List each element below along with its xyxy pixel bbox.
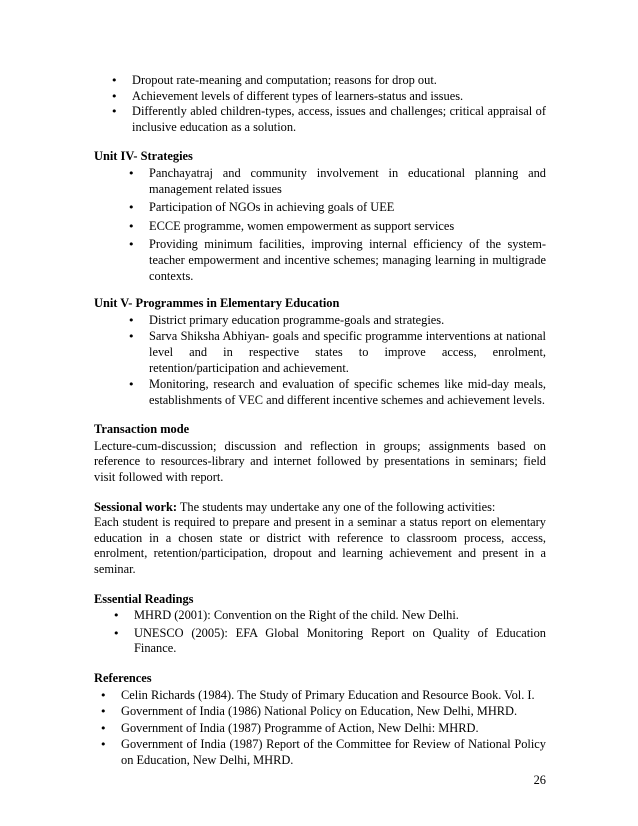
list-item: • ECCE programme, women empowerment as support services	[149, 219, 546, 235]
list-item: • UNESCO (2005): EFA Global Monitoring Report on Quality of Education Finance.	[134, 626, 546, 657]
sessional-work-lead	[94, 500, 546, 516]
list-item: • Government of India (1986) National Policy on Education, New Delhi, MHRD.	[121, 704, 546, 720]
sessional-work-label: Sessional work:	[94, 499, 177, 514]
references-list	[94, 688, 546, 769]
references-heading: References	[94, 671, 152, 685]
unit-4-bullet-list	[94, 166, 546, 284]
list-item: • Government of India (1987) Report of the Committee for Review of National Policy on Education, New Delhi, MHRD.	[121, 737, 546, 768]
transaction-mode-text: Lecture-cum-discussion; discussion and reflection in groups; assignments based on reference to resources-library and internet followed by presentations in seminars; field visit followed with report.	[94, 438, 546, 485]
list-item: • District primary education programme-goals and strategies.	[149, 313, 546, 329]
list-item: • Monitoring, research and evaluation of specific schemes like mid-day meals, establishments of VEC and different incentive schemes and achievement levels.	[149, 377, 546, 408]
list-item: • Achievement levels of different types of learners-status and issues.	[132, 89, 546, 105]
transaction-mode-heading: Transaction mode	[94, 422, 190, 437]
list-item: • Government of India (1987) Programme of Action, New Delhi: MHRD.	[121, 721, 546, 737]
unit-5-heading: Unit V- Programmes in Elementary Education	[94, 296, 340, 311]
list-item: • Sarva Shiksha Abhiyan- goals and specific programme interventions at national level and in respective states to improve access, enrolment, retention/participation and achievement.	[149, 329, 546, 376]
list-item: • Differently abled children-types, access, issues and challenges; critical appraisal of inclusive education as a solution.	[132, 104, 546, 135]
essential-readings-list	[94, 608, 546, 657]
list-item: • Celin Richards (1984). The Study of Primary Education and Resource Book. Vol. I.	[121, 688, 546, 704]
essential-readings-heading: Essential Readings	[94, 591, 194, 606]
unit-5-bullet-list	[94, 313, 546, 409]
page-content	[94, 73, 546, 770]
unit-4-heading: Unit IV- Strategies	[94, 149, 193, 164]
list-item: • Participation of NGOs in achieving goals of UEE	[149, 200, 546, 216]
page-number: 26	[533, 773, 546, 787]
list-item: • Dropout rate-meaning and computation; reasons for drop out.	[132, 73, 546, 89]
sessional-work-text: Each student is required to prepare and present in a seminar a status report on elementary education in a chosen state or district with reference to classroom process, access, enrolment, retention/participation, dropout and learning achievement and present in a seminar.	[94, 515, 546, 577]
list-item: • Panchayatraj and community involvement in educational planning and management related issues	[149, 166, 546, 197]
list-item: • Providing minimum facilities, improving internal efficiency of the system-teacher empowerment and incentive schemes; managing learning in multigrade contexts.	[149, 237, 546, 284]
list-item: • MHRD (2001): Convention on the Right of the child. New Delhi.	[134, 608, 546, 624]
intro-bullet-list	[94, 73, 546, 135]
sessional-work-intro: The students may undertake any one of the following activities:	[176, 499, 496, 514]
